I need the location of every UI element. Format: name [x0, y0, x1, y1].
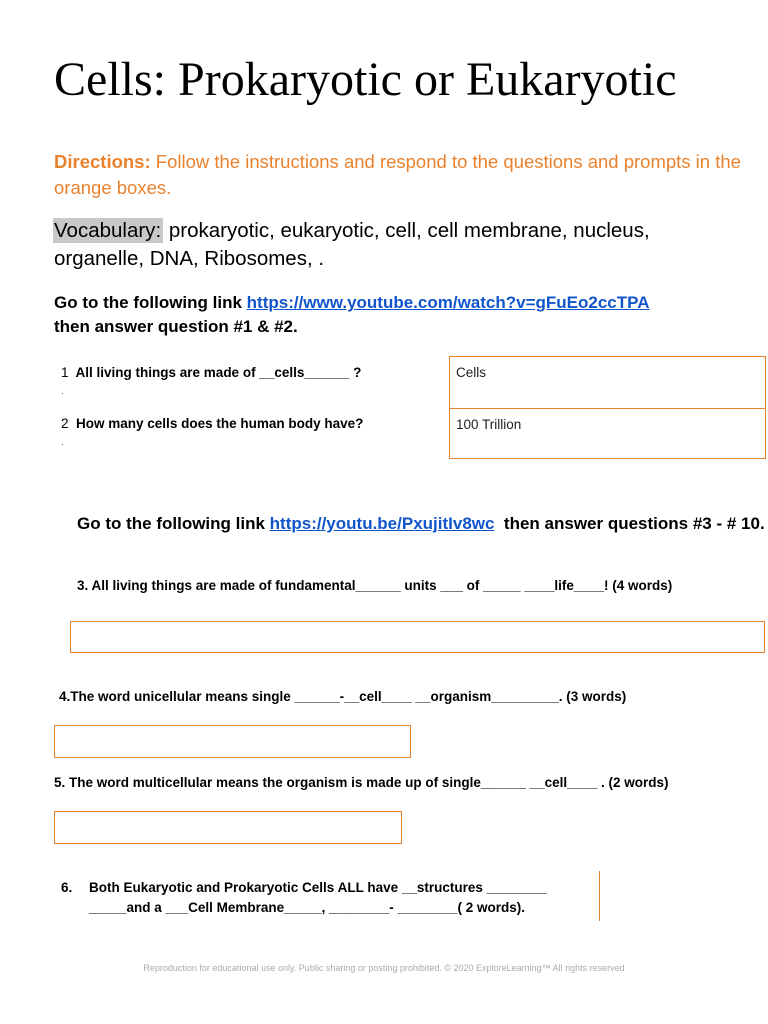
copyright-footer: Reproduction for educational use only. Public sharing or posting prohibited. © 2020 ExploreLearning™ All rights reserved	[143, 963, 625, 973]
answer-box-2[interactable]	[449, 408, 766, 459]
section-2-suffix: then answer questions #3 - # 10.	[494, 514, 765, 533]
section-1-suffix: then answer question #1 & #2.	[54, 317, 298, 336]
answer-box-1[interactable]	[449, 356, 766, 409]
section-2-link[interactable]: https://youtu.be/PxujitIv8wc	[269, 514, 495, 533]
answer-box-3[interactable]	[70, 621, 765, 653]
answer-1-text: Cells	[456, 365, 487, 380]
answer-2-text: 100 Trillion	[456, 417, 522, 432]
question-6-number: 6.	[61, 880, 73, 895]
directions	[54, 149, 744, 201]
vocabulary-label-colon: :	[155, 219, 162, 242]
answer-box-5[interactable]	[54, 811, 402, 844]
question-2-text: How many cells does the human body have?	[76, 416, 364, 431]
question-1	[61, 364, 361, 382]
section-2-prefix: Go to the following link	[77, 514, 270, 533]
directions-text: Follow the instructions and respond to the questions and prompts in the orange boxes.	[54, 151, 741, 198]
section-2-instructions	[77, 512, 767, 536]
question-4: 4.The word unicellular means single ______-__cell____ __organism_________. (3 words)	[59, 689, 627, 704]
question-2-number: 2	[61, 416, 69, 431]
question-3: 3. All living things are made of fundamental______ units ___ of _____ ____life____! (4 words)	[77, 578, 673, 593]
page-title: Cells: Prokaryotic or Eukaryotic	[54, 53, 677, 106]
answer-box-6-edge[interactable]	[599, 871, 600, 921]
question-2	[61, 415, 363, 433]
vocabulary-label	[53, 218, 163, 243]
vocabulary-label-text: Vocabulary	[54, 219, 156, 242]
question-1-text: All living things are made of __cells______ ?	[75, 365, 362, 380]
section-1-instructions	[54, 291, 754, 339]
vocabulary-list: prokaryotic, eukaryotic, cell, cell membrane, nucleus, organelle, DNA, Ribosomes, .	[54, 219, 650, 270]
question-5: 5. The word multicellular means the organism is made up of single______ __cell____ . (2 words)	[54, 775, 669, 790]
question-6-line-1: Both Eukaryotic and Prokaryotic Cells ALL have __structures ________	[89, 880, 547, 895]
question-1-number: 1	[61, 365, 69, 380]
section-1-link[interactable]: https://www.youtube.com/watch?v=gFuEo2ccTPA	[246, 293, 650, 312]
answer-box-4[interactable]	[54, 725, 411, 758]
question-1-dot: .	[61, 386, 64, 397]
question-2-dot: .	[61, 437, 64, 448]
vocabulary	[54, 217, 744, 273]
section-1-prefix: Go to the following link	[54, 293, 247, 312]
question-6-line-2: _____and a ___Cell Membrane_____, ________- ________( 2 words).	[89, 900, 526, 915]
directions-label: Directions:	[54, 151, 151, 172]
